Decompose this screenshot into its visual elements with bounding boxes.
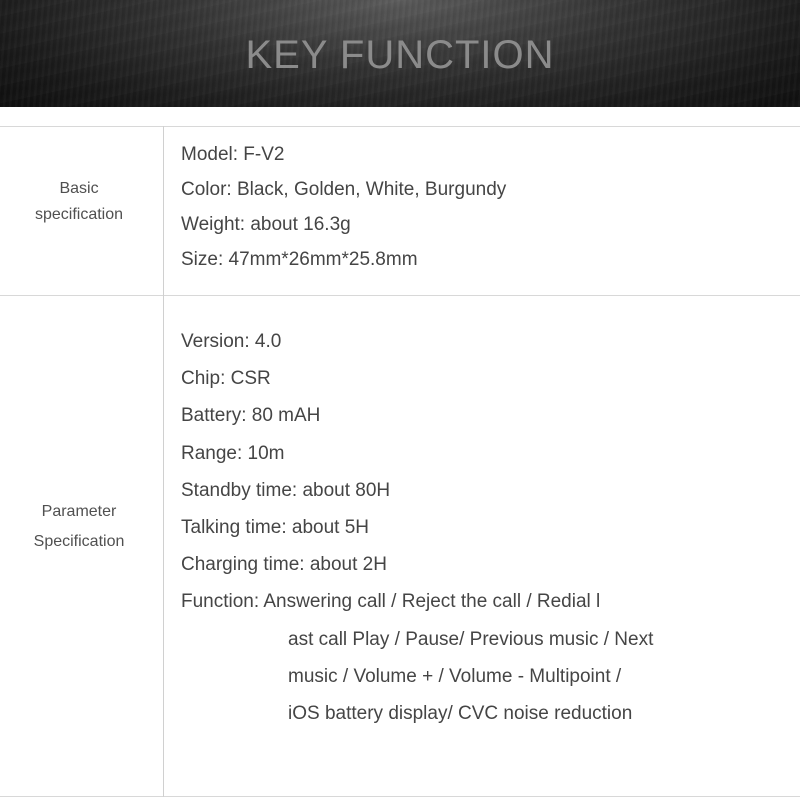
spec-weight: Weight: about 16.3g [181, 214, 351, 235]
section-divider [0, 295, 800, 296]
spec-model: Model: F-V2 [181, 144, 285, 165]
parameter-spec-label-line: Specification [33, 533, 125, 550]
spec-version: Version: 4.0 [181, 331, 282, 352]
parameter-spec-label [0, 497, 158, 557]
spec-color: Color: Black, Golden, White, Burgundy [181, 179, 507, 200]
table-bottom-divider [0, 796, 800, 797]
parameter-spec-label-line: Parameter [41, 503, 117, 520]
table-top-divider [0, 126, 800, 127]
spec-standby-time: Standby time: about 80H [181, 479, 391, 501]
spec-size: Size: 47mm*26mm*25.8mm [181, 249, 418, 270]
spec-charging-time: Charging time: about 2H [181, 554, 387, 576]
column-divider [163, 126, 164, 797]
spec-function-continued: iOS battery display/ CVC noise reduction [288, 702, 633, 724]
basic-spec-label-line: specification [34, 206, 124, 223]
page-title: KEY FUNCTION [245, 33, 555, 77]
basic-spec-label-line: Basic [59, 180, 99, 197]
spec-talking-time: Talking time: about 5H [181, 516, 369, 538]
spec-chip: Chip: CSR [181, 368, 271, 390]
spec-battery: Battery: 80 mAH [181, 405, 321, 427]
spec-function-continued: ast call Play / Pause/ Previous music / Next [288, 628, 654, 650]
header-banner [0, 0, 800, 107]
parameter-spec-list [181, 323, 653, 732]
spec-function: Function: Answering call / Reject the call / Redial l [181, 591, 601, 613]
basic-spec-list [181, 137, 506, 277]
spec-range: Range: 10m [181, 442, 285, 464]
spec-function-continued: music / Volume + / Volume - Multipoint / [288, 665, 622, 687]
basic-spec-label [0, 176, 158, 228]
